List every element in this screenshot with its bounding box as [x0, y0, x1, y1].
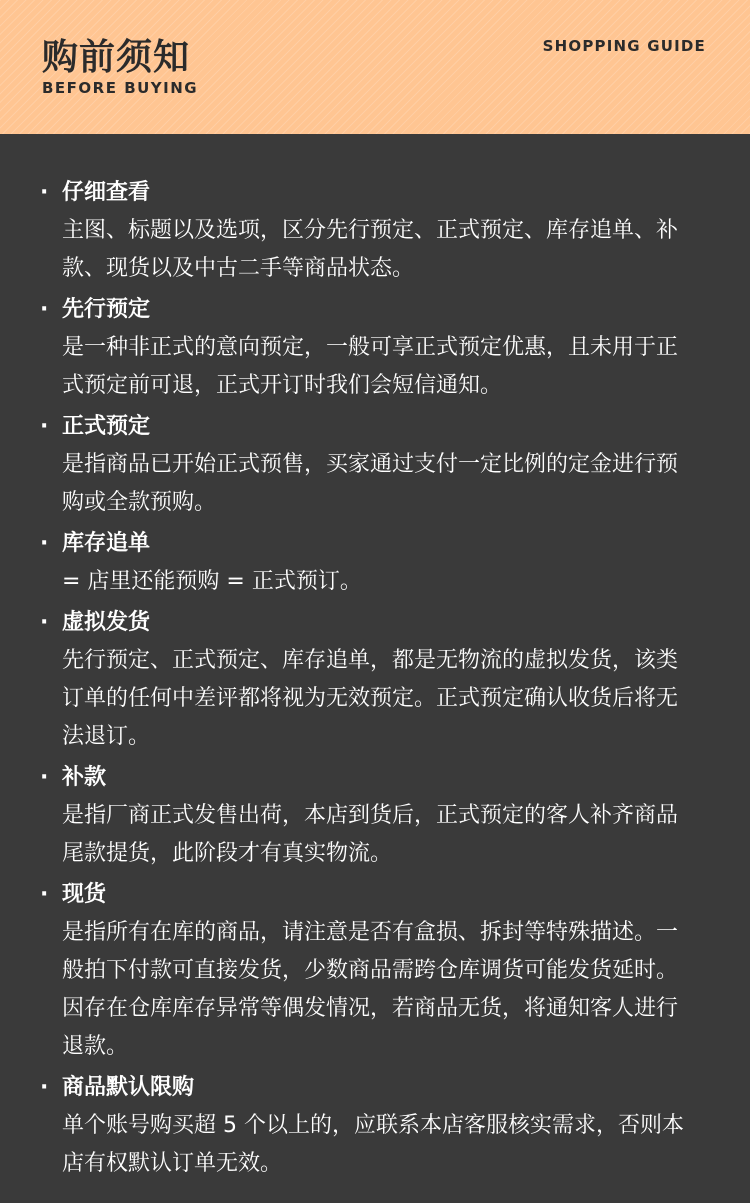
notice-section: [40, 525, 694, 601]
section-title: 仔细查看: [62, 180, 151, 205]
section-heading: [40, 1069, 694, 1107]
notice-section: [40, 1069, 694, 1183]
section-text: 单个账号购买超 5 个以上的，应联系本店客服核实需求，否则本店有权默认订单无效。: [62, 1113, 684, 1176]
page-title: 购前须知: [42, 37, 191, 78]
header-banner: [0, 0, 750, 134]
section-title: 库存追单: [62, 531, 151, 556]
section-text: 是一种非正式的意向预定，一般可享正式预定优惠，且未用于正式预定前可退，正式开订时我们会短信通知。: [62, 335, 679, 398]
notice-section: [40, 291, 694, 405]
notice-section: [40, 604, 694, 756]
section-title: 正式预定: [62, 414, 151, 439]
section-heading: [40, 408, 694, 446]
section-heading: [40, 174, 694, 212]
section-text: 是指所有在库的商品，请注意是否有盒损、拆封等特殊描述。一般拍下付款可直接发货，少数商品需跨仓库调货可能发货延时。因存在仓库库存异常等偶发情况，若商品无货，将通知客人进行退款。: [62, 920, 679, 1059]
notice-list: [0, 134, 750, 1183]
notice-section: [40, 876, 694, 1066]
bullet-dot: ·: [40, 610, 49, 635]
section-title: 先行预定: [62, 297, 151, 322]
page-subtitle: BEFORE BUYING: [42, 79, 199, 97]
bullet-dot: ·: [40, 414, 49, 439]
section-title: 商品默认限购: [62, 1075, 195, 1100]
notice-section: [40, 174, 694, 288]
section-heading: [40, 759, 694, 797]
bullet-dot: ·: [40, 531, 49, 556]
bullet-dot: ·: [40, 297, 49, 322]
notice-section: [40, 408, 694, 522]
section-heading: [40, 876, 694, 914]
header-tag: SHOPPING GUIDE: [542, 37, 706, 55]
section-text: 先行预定、正式预定、库存追单，都是无物流的虚拟发货，该类订单的任何中差评都将视为无效预定。正式预定确认收货后将无法退订。: [62, 648, 679, 749]
section-text: = 店里还能预购 = 正式预订。: [62, 569, 362, 594]
section-title: 现货: [62, 882, 107, 907]
bullet-dot: ·: [40, 1075, 49, 1100]
bullet-dot: ·: [40, 765, 49, 790]
section-text: 是指商品已开始正式预售，买家通过支付一定比例的定金进行预购或全款预购。: [62, 452, 679, 515]
section-heading: [40, 525, 694, 563]
section-title: 虚拟发货: [62, 610, 151, 635]
section-heading: [40, 604, 694, 642]
section-text: 主图、标题以及选项，区分先行预定、正式预定、库存追单、补款、现货以及中古二手等商品状态。: [62, 218, 679, 281]
section-heading: [40, 291, 694, 329]
section-text: 是指厂商正式发售出荷，本店到货后，正式预定的客人补齐商品尾款提货，此阶段才有真实物流。: [62, 803, 679, 866]
bullet-dot: ·: [40, 882, 49, 907]
bullet-dot: ·: [40, 180, 49, 205]
notice-section: [40, 759, 694, 873]
section-title: 补款: [62, 765, 107, 790]
